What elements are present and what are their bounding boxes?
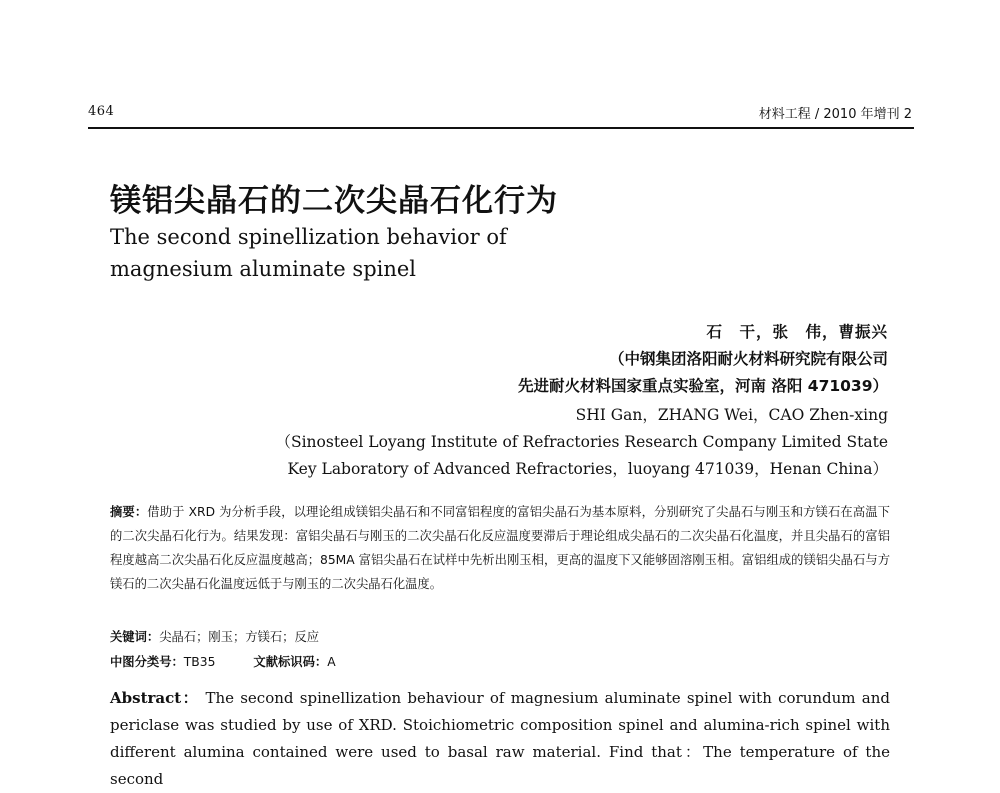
authors-english: SHI Gan，ZHANG Wei，CAO Zhen-xing [575,406,888,424]
abstract-english-label: Abstract： [110,689,200,707]
keywords-label: 关键词： [110,630,160,644]
authors-chinese: 石 干，张 伟，曹振兴 [706,323,888,341]
classification-value: TB35 [183,655,216,669]
abstract-chinese-label: 摘要： [110,505,148,519]
title-english-line-1: The second spinellization behavior of [110,225,507,249]
abstract-english [110,685,890,793]
keywords-chinese [110,627,319,645]
affiliation-chinese-line-2: 先进耐火材料国家重点实验室，河南 洛阳 471039） [517,377,888,395]
page-number: 464 [88,104,115,119]
title-english-line-2: magnesium aluminate spinel [110,257,417,281]
abstract-chinese-text: 借助于 XRD 为分析手段，以理论组成镁铝尖晶石和不同富铝程度的富铝尖晶石为基本原料，分别研究了尖晶石与刚玉和方镁石在高温下的二次尖晶石化行为。结果发现：富铝尖晶石与刚玉的二次尖晶石化反应温度要滞后于理论组成尖晶石的二次尖晶石化温度，并且尖晶石的富铝程度越高二次尖晶石化反应温度越高；85MA 富铝尖晶石在试样中先析出刚玉相，更高的温度下又能够固溶刚玉相。富铝组成的镁铝尖晶石与方镁石的二次尖晶石化温度远低于与刚玉的二次尖晶石化温度。 [110,505,890,591]
affiliation-chinese-line-1: （中钢集团洛阳耐火材料研究院有限公司 [608,350,888,368]
document-code-value: A [327,655,336,669]
abstract-english-text: The second spinellization behaviour of magnesium aluminate spinel with corundum and periclase was studied by use of XRD. Stoichiometric composition spinel and alumina-rich spinel with different alumina contained were used to basal raw material. Find that：The temperature of the second [110,689,890,788]
title-english [110,221,507,285]
document-code-label: 文献标识码： [253,655,328,669]
title-chinese: 镁铝尖晶石的二次尖晶石化行为 [110,183,558,219]
header-rule [88,127,914,129]
keywords-text: 尖晶石；刚玉；方镁石；反应 [159,630,320,644]
classification-line [110,652,336,670]
affiliation-english-line-1: （Sinosteel Loyang Institute of Refractories Research Company Limited State [275,433,888,451]
abstract-chinese [110,500,890,596]
journal-info: 材料工程 / 2010 年增刊 2 [758,107,912,122]
classification-label: 中图分类号： [110,655,184,669]
affiliation-english-line-2: Key Laboratory of Advanced Refractories，luoyang 471039，Henan China） [287,460,888,478]
